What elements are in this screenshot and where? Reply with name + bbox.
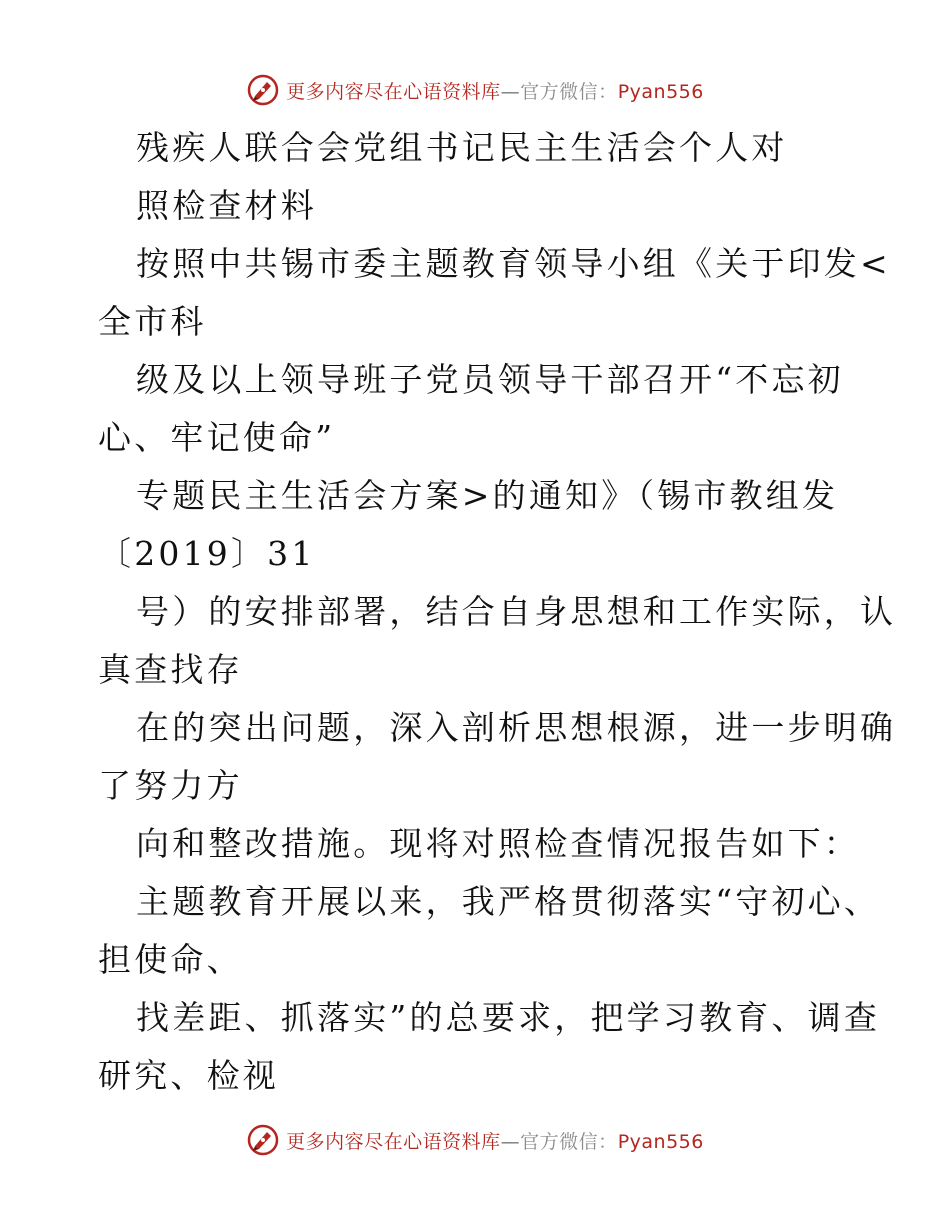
footer-watermark: [0, 1120, 950, 1160]
body-line-1: 按照中共锡市委主题教育领导小组《关于印发<: [136, 244, 891, 283]
body-line-13: 担使命、: [98, 940, 243, 979]
watermark-text: [286, 77, 704, 104]
watermark-official: 官方微信：: [520, 80, 618, 103]
body-line-2: 全市科: [98, 302, 207, 341]
body-line-14: 找差距、抓落实”的总要求，把学习教育、调查: [136, 998, 881, 1037]
watermark-group: [246, 1123, 704, 1157]
watermark-brand: 更多内容尽在心语资料库: [286, 1130, 501, 1153]
watermark-group: [246, 73, 704, 107]
body-line-3: 级及以上领导班子党员领导干部召开“不忘初: [136, 360, 844, 399]
body-line-5: 专题民主生活会方案>的通知》（锡市教组发: [136, 476, 839, 515]
watermark-wechat-id: Pyan556: [617, 1130, 704, 1153]
watermark-official: 官方微信：: [520, 1130, 618, 1153]
title-line-2: 照检查材料: [136, 186, 317, 225]
watermark-text: [286, 1127, 704, 1154]
body-line-7: 号）的安排部署，结合自身思想和工作实际，认: [136, 592, 897, 631]
title-line-1: 残疾人联合会党组书记民主生活会个人对: [136, 128, 788, 167]
pen-logo-icon: [246, 73, 280, 107]
body-line-8: 真查找存: [98, 650, 243, 689]
body-line-12: 主题教育开展以来，我严格贯彻落实“守初心、: [136, 882, 881, 921]
header-watermark: [0, 70, 950, 110]
watermark-brand: 更多内容尽在心语资料库: [286, 80, 501, 103]
body-line-15: 研究、检视: [98, 1056, 279, 1095]
body-line-4: 心、牢记使命”: [98, 418, 336, 457]
body-line-10: 了努力方: [98, 766, 243, 805]
watermark-dash: —: [500, 80, 521, 103]
body-line-9: 在的突出问题，深入剖析思想根源，进一步明确: [136, 708, 897, 747]
pen-logo-icon: [246, 1123, 280, 1157]
watermark-wechat-id: Pyan556: [617, 80, 704, 103]
body-line-6: 〔2019〕31: [98, 534, 316, 573]
watermark-dash: —: [500, 1130, 521, 1153]
body-line-11: 向和整改措施。现将对照检查情况报告如下：: [136, 824, 860, 863]
